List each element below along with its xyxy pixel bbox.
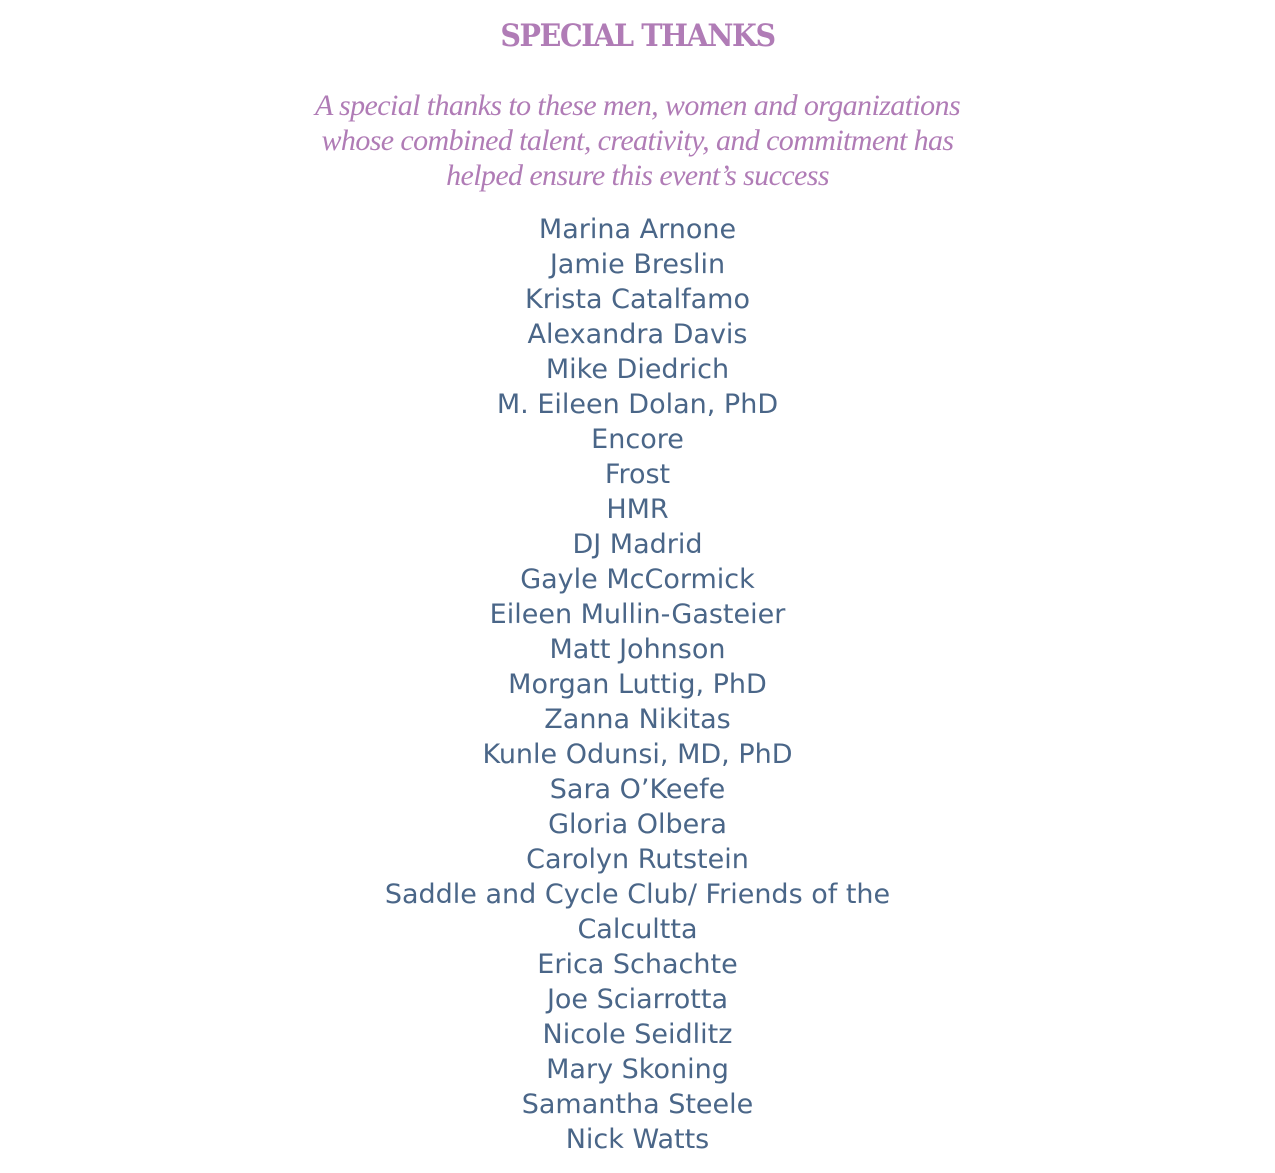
list-item: Frost xyxy=(604,459,671,490)
list-item: Alexandra Davis xyxy=(527,319,748,350)
list-item: Nicole Seidlitz xyxy=(542,1019,733,1050)
list-item: HMR xyxy=(606,494,669,525)
list-item: Marina Arnone xyxy=(538,214,737,245)
list-item: Encore xyxy=(591,424,684,455)
list-item: Eileen Mullin-Gasteier xyxy=(489,599,786,630)
list-item: Carolyn Rutstein xyxy=(526,844,749,875)
list-item: Krista Catalfamo xyxy=(525,284,750,315)
list-item-text: Saddle and Cycle Club/ Friends of the Calcultta xyxy=(384,879,891,945)
list-item: Mike Diedrich xyxy=(545,354,730,385)
list-item: Kunle Odunsi, MD, PhD xyxy=(482,739,793,770)
list-item: Matt Johnson xyxy=(549,634,726,665)
intro-text: A special thanks to these men, women and organizations whose combined talent, creativity, and commitment has helped ensure this event’s success xyxy=(314,89,961,192)
page-title: SPECIAL THANKS xyxy=(500,18,775,54)
list-item: Joe Sciarrotta xyxy=(546,984,729,1015)
list-item: Sara O’Keefe xyxy=(549,774,726,805)
list-item: Jamie Breslin xyxy=(549,249,726,280)
list-item: Gayle McCormick xyxy=(520,564,755,595)
list-item: Gloria Olbera xyxy=(548,809,727,840)
list-item-wrapped xyxy=(0,877,1275,947)
list-item: Samantha Steele xyxy=(521,1089,754,1120)
list-item: M. Eileen Dolan, PhD xyxy=(496,389,779,420)
list-item: Mary Skoning xyxy=(546,1054,729,1085)
list-item: Morgan Luttig, PhD xyxy=(508,669,767,700)
list-item: Nick Watts xyxy=(565,1124,710,1155)
list-item: DJ Madrid xyxy=(572,529,703,560)
list-item: Erica Schachte xyxy=(537,949,738,980)
thanks-list xyxy=(0,212,1275,1157)
list-item: Zanna Nikitas xyxy=(544,704,731,735)
